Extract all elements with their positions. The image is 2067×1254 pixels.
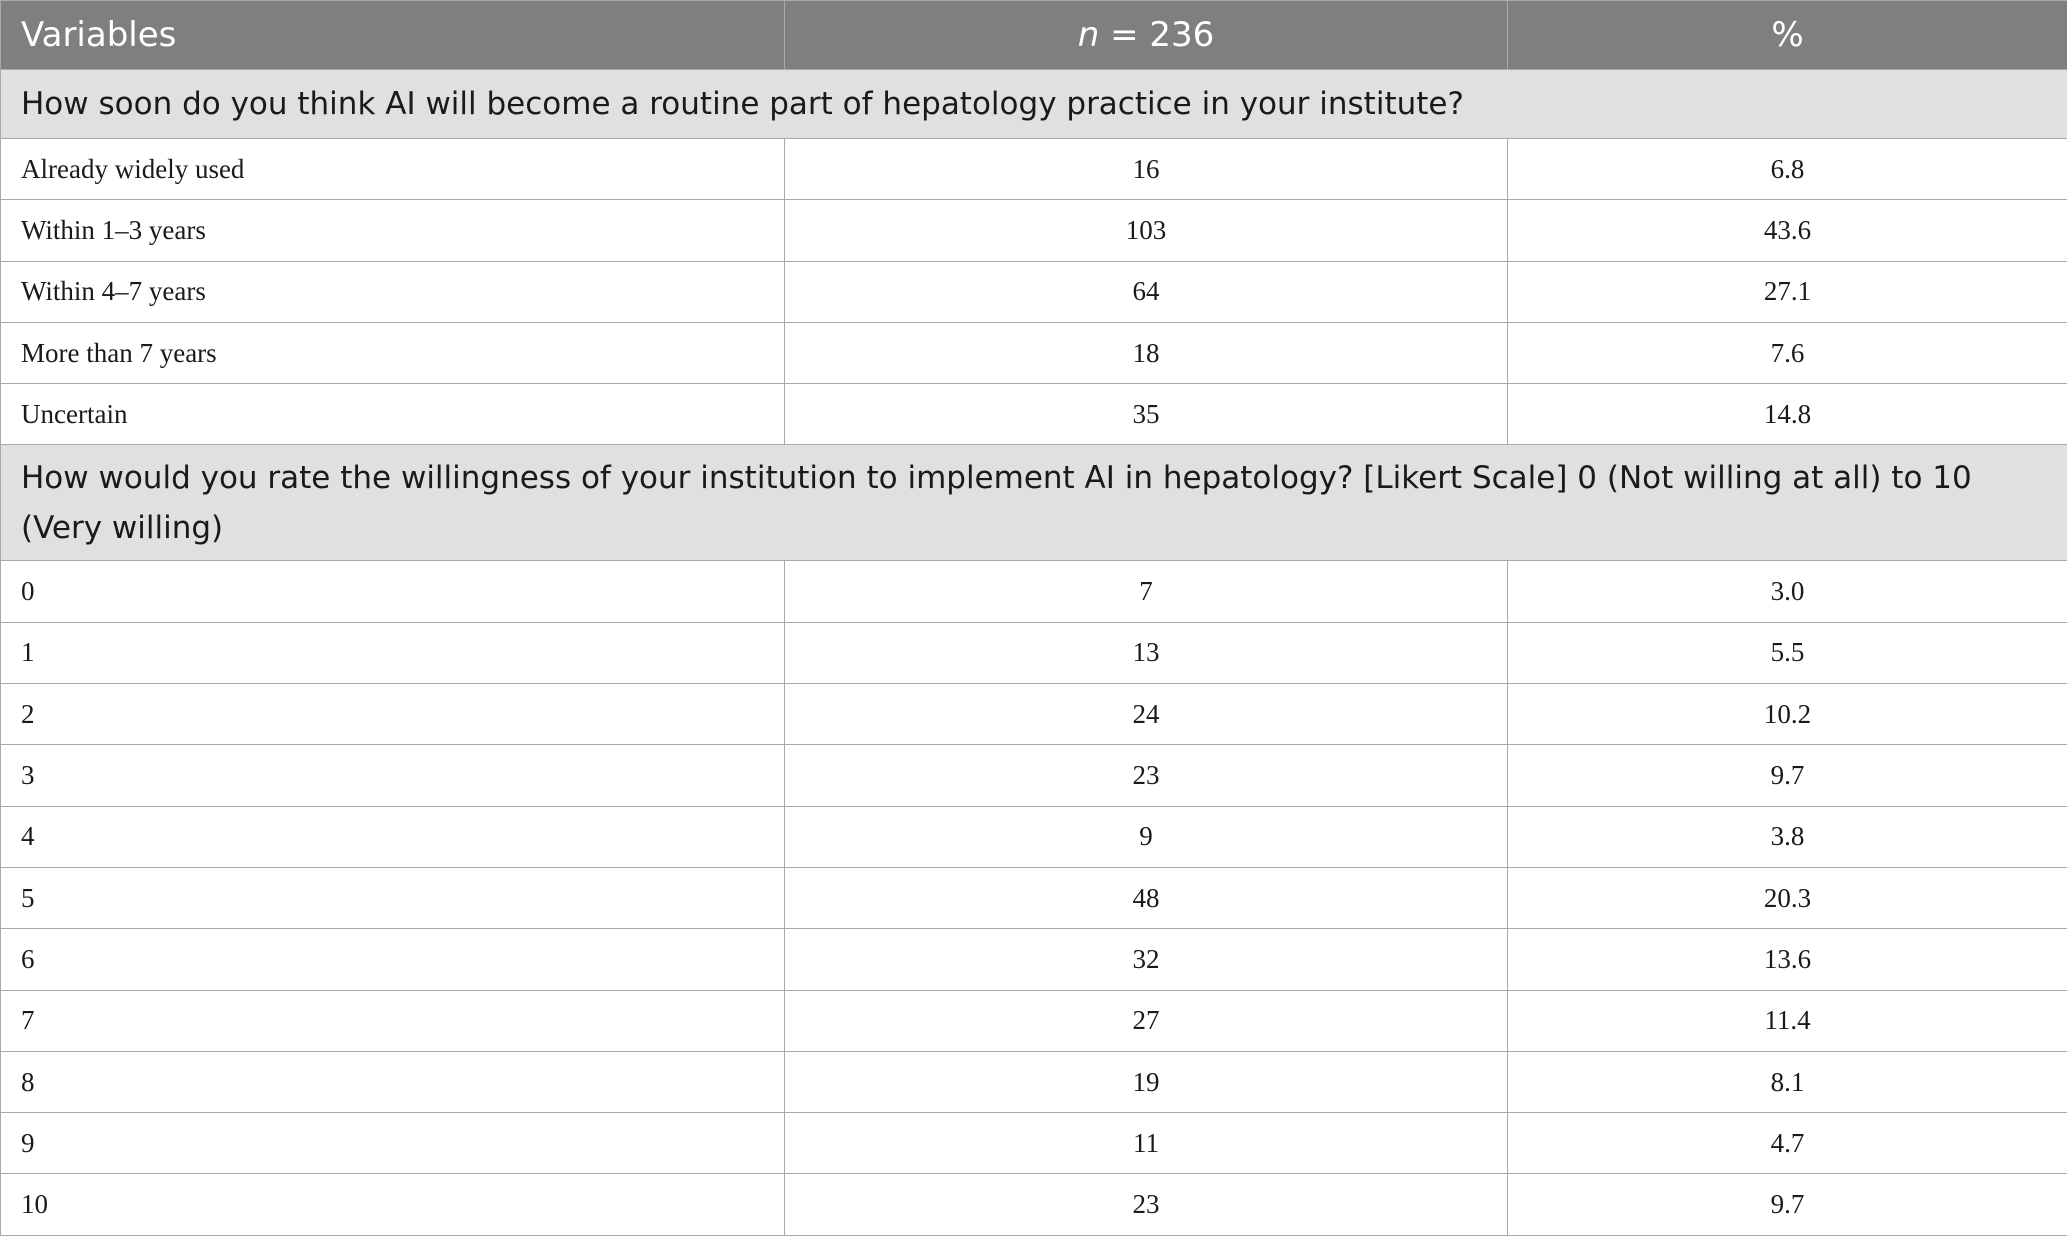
- row-percent: 43.6: [1508, 200, 2067, 261]
- row-n: 24: [785, 684, 1508, 745]
- row-label: 3: [1, 745, 785, 806]
- table-row: [1, 561, 2067, 622]
- row-percent: 10.2: [1508, 684, 2067, 745]
- table-row: [1, 745, 2067, 806]
- row-percent: 3.8: [1508, 806, 2067, 867]
- row-percent: 13.6: [1508, 929, 2067, 990]
- row-label: 4: [1, 806, 785, 867]
- header-n-symbol: n: [1077, 15, 1100, 55]
- header-n: [785, 1, 1508, 70]
- table-row: [1, 1174, 2067, 1235]
- row-label: 8: [1, 1051, 785, 1112]
- row-label: Uncertain: [1, 384, 785, 445]
- row-n: 11: [785, 1113, 1508, 1174]
- row-n: 9: [785, 806, 1508, 867]
- row-label: 1: [1, 622, 785, 683]
- row-n: 7: [785, 561, 1508, 622]
- header-percent: %: [1508, 1, 2067, 70]
- row-n: 18: [785, 322, 1508, 383]
- table-row: [1, 806, 2067, 867]
- row-label: More than 7 years: [1, 322, 785, 383]
- table-row: [1, 139, 2067, 200]
- table-row: [1, 990, 2067, 1051]
- row-label: Already widely used: [1, 139, 785, 200]
- row-percent: 5.5: [1508, 622, 2067, 683]
- row-label: 6: [1, 929, 785, 990]
- row-label: 7: [1, 990, 785, 1051]
- row-n: 23: [785, 745, 1508, 806]
- row-n: 19: [785, 1051, 1508, 1112]
- table-row: [1, 867, 2067, 928]
- row-n: 13: [785, 622, 1508, 683]
- row-percent: 20.3: [1508, 867, 2067, 928]
- row-percent: 14.8: [1508, 384, 2067, 445]
- row-label: Within 1–3 years: [1, 200, 785, 261]
- row-n: 48: [785, 867, 1508, 928]
- row-percent: 6.8: [1508, 139, 2067, 200]
- row-n: 27: [785, 990, 1508, 1051]
- header-variables: Variables: [1, 1, 785, 70]
- row-n: 103: [785, 200, 1508, 261]
- row-label: 2: [1, 684, 785, 745]
- row-percent: 9.7: [1508, 745, 2067, 806]
- row-n: 23: [785, 1174, 1508, 1235]
- row-percent: 9.7: [1508, 1174, 2067, 1235]
- section-heading-row: [1, 70, 2067, 139]
- table-row: [1, 1051, 2067, 1112]
- header-n-value: = 236: [1099, 15, 1215, 55]
- row-percent: 3.0: [1508, 561, 2067, 622]
- section-heading-row: [1, 445, 2067, 561]
- row-n: 16: [785, 139, 1508, 200]
- table-row: [1, 384, 2067, 445]
- row-n: 35: [785, 384, 1508, 445]
- row-n: 64: [785, 261, 1508, 322]
- table-row: [1, 261, 2067, 322]
- row-percent: 8.1: [1508, 1051, 2067, 1112]
- section-question: How would you rate the willingness of your institution to implement AI in hepatology? [Likert Scale] 0 (Not willing at all) to 10 (Very willing): [1, 445, 2067, 561]
- table-row: [1, 684, 2067, 745]
- section-question: How soon do you think AI will become a routine part of hepatology practice in your institute?: [1, 70, 2067, 139]
- table-row: [1, 1113, 2067, 1174]
- row-percent: 11.4: [1508, 990, 2067, 1051]
- row-label: 5: [1, 867, 785, 928]
- row-n: 32: [785, 929, 1508, 990]
- table-row: [1, 622, 2067, 683]
- table-row: [1, 322, 2067, 383]
- table-header-row: [1, 1, 2067, 70]
- row-percent: 27.1: [1508, 261, 2067, 322]
- row-label: 9: [1, 1113, 785, 1174]
- row-percent: 4.7: [1508, 1113, 2067, 1174]
- row-label: 0: [1, 561, 785, 622]
- row-label: Within 4–7 years: [1, 261, 785, 322]
- table-row: [1, 200, 2067, 261]
- row-percent: 7.6: [1508, 322, 2067, 383]
- row-label: 10: [1, 1174, 785, 1235]
- table-row: [1, 929, 2067, 990]
